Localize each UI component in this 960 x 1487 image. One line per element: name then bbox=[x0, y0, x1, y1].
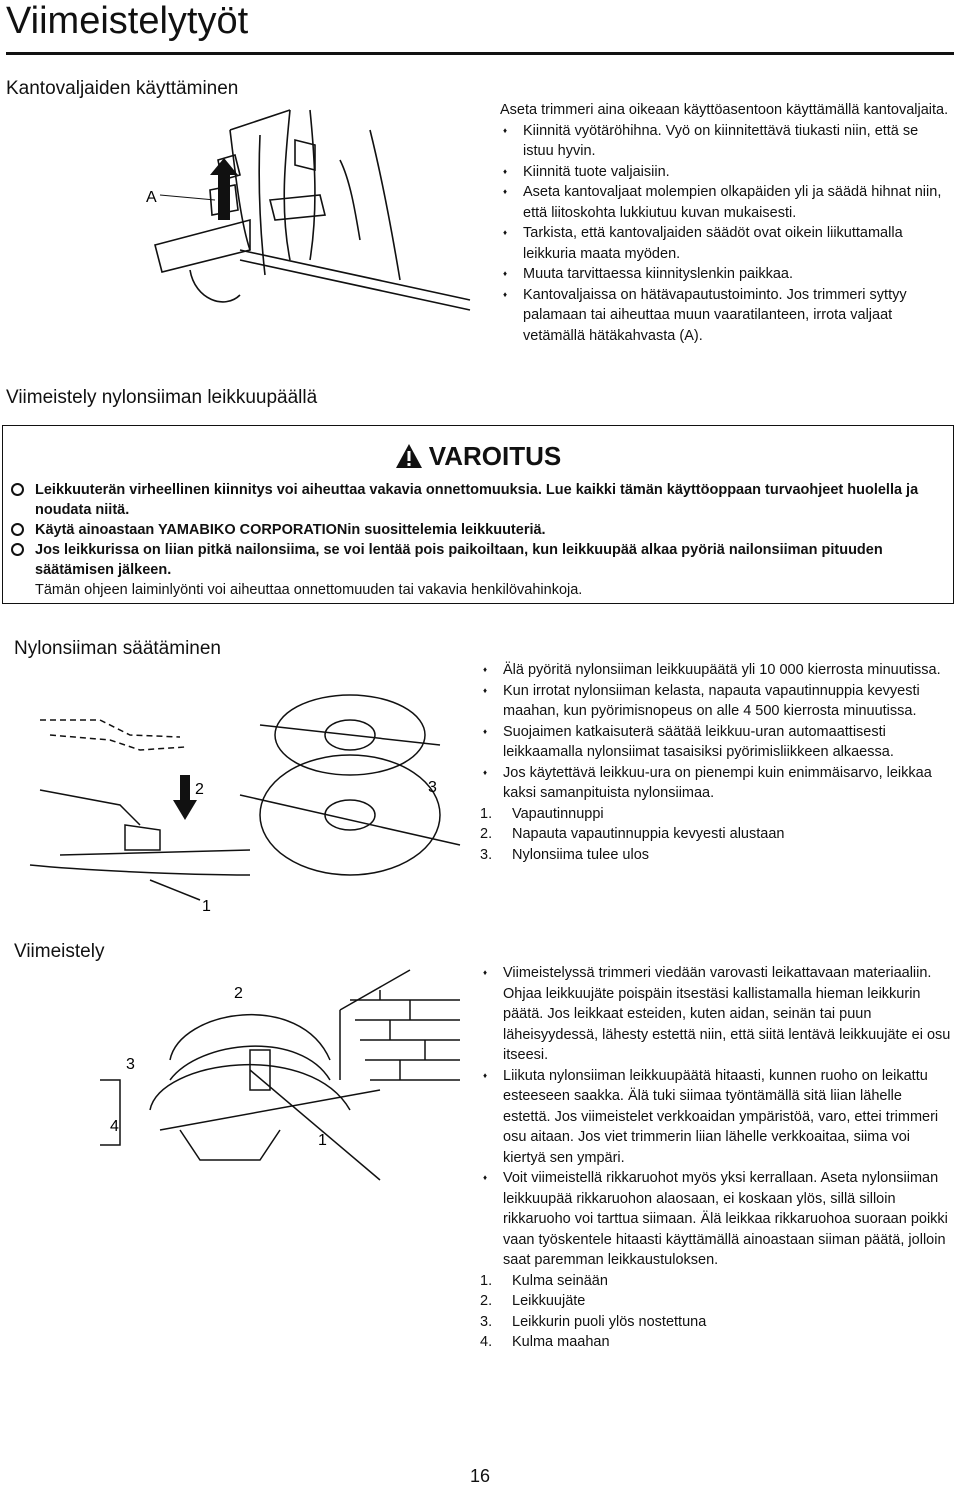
adjust-text bbox=[480, 660, 952, 865]
harness-illustration bbox=[140, 100, 470, 320]
numbered-item bbox=[480, 1291, 952, 1312]
item-number: 3. bbox=[480, 846, 493, 863]
item-number: 4. bbox=[480, 1334, 493, 1350]
warning-item bbox=[11, 480, 945, 520]
list-item: ♦ Viimeistelyssä trimmeri viedään varovasti leikattavaan materiaaliin. Ohjaa leikkuujäte poispäin itsestäsi kallistamalla hieman leikkurin päätä. Jos leikkaat esteiden, kuten aidan, seinän tai puun läheisyydessä, lähesty estettä niin, että siitä lentävä leikkuujäte ei osu itseesi. bbox=[480, 963, 952, 1066]
adjust-list bbox=[480, 660, 952, 804]
circle-bullet-icon bbox=[11, 523, 24, 536]
warning-title-text: VAROITUS bbox=[428, 441, 562, 471]
warning-item bbox=[11, 520, 945, 540]
item-text: Napauta vapautinnuppia kevyesti alustaan bbox=[512, 826, 785, 842]
list-item: ♦ Suojaimen katkaisuterä säätää leikkuu-uran automaattisesti leikkaamalla nylonsiimat tasaisiksi pyörimisliikkeen alkaessa. bbox=[480, 722, 952, 763]
finishing-callout-1: 1 bbox=[318, 1132, 327, 1149]
adjust-callout-3: 3 bbox=[428, 779, 437, 796]
item-text: Leikkuujäte bbox=[512, 1293, 586, 1309]
list-item: ♦ Liikuta nylonsiiman leikkuupäätä hitaasti, kunnen ruoho on leikattu esteeseen saakka. Älä tuki siimaa työntämällä sitä liian lähelle estettä. Jos viimeistelet verkkoaidan ympäristöä, varo, ettei trimmeri osu aitaan. Jos viet trimmerin liian lähelle verkkoaitaa, siima voi kiertyä sen ympäri. bbox=[480, 1066, 952, 1169]
item-number: 2. bbox=[480, 1293, 493, 1309]
item-text: Kulma maahan bbox=[512, 1334, 610, 1350]
item-number: 1. bbox=[480, 805, 493, 822]
warning-body bbox=[11, 480, 945, 600]
numbered-item bbox=[480, 804, 952, 825]
item-text: Nylonsiima tulee ulos bbox=[512, 846, 650, 863]
numbered-item bbox=[480, 1332, 952, 1353]
warning-triangle-icon bbox=[395, 443, 423, 469]
finishing-text bbox=[480, 963, 952, 1353]
list-item: ♦ Aseta kantovaljaat molempien olkapäiden yli ja säädä hihnat niin, että liitoskohta lukkiutuu kuvan mukaisesti. bbox=[500, 182, 952, 223]
list-item: ♦ Kiinnitä tuote valjaisiin. bbox=[500, 162, 952, 183]
finishing-illustration bbox=[80, 970, 460, 1190]
adjust-numbered-list bbox=[480, 804, 952, 866]
list-item: ♦ Voit viimeistellä rikkaruohot myös yksi kerrallaan. Aseta nylonsiiman leikkuupää rikkaruohon alaosaan, ei koskaan ylös, sillä silloin rikkaruoho voi tarttua siimaan. Älä leikkaa rikkaruohoa suoraan poikki vaan työskentele hitaasti käyttämällä ainoastaan siiman päätä, jolloin saat paremman leikkaustuloksen. bbox=[480, 1168, 952, 1271]
warning-item-text: Leikkuuterän virheellinen kiinnitys voi aiheuttaa vakavia onnettomuuksia. Lue kaikki tämän käyttöoppaan turvaohjeet huolella ja noudata niitä. bbox=[35, 482, 919, 518]
adjust-heading: Nylonsiiman säätäminen bbox=[14, 638, 221, 659]
list-item: ♦ Kun irrotat nylonsiiman kelasta, napauta vapautinnuppia kevyesti maahan, kun pyörimisnopeus on alle 4 500 kierrosta minuutissa. bbox=[480, 681, 952, 722]
adjust-callout-1: 1 bbox=[202, 898, 211, 915]
item-number: 1. bbox=[480, 1272, 493, 1289]
harness-callout-a: A bbox=[146, 189, 157, 206]
item-number: 2. bbox=[480, 826, 493, 842]
numbered-item bbox=[480, 1312, 952, 1333]
title-rule bbox=[6, 52, 954, 55]
item-text: Leikkurin puoli ylös nostettuna bbox=[512, 1313, 707, 1330]
finishing-callout-3: 3 bbox=[126, 1056, 135, 1073]
list-item: ♦ Älä pyöritä nylonsiiman leikkuupäätä yli 10 000 kierrosta minuutissa. bbox=[480, 660, 952, 681]
harness-list bbox=[500, 121, 952, 347]
page-number: 16 bbox=[469, 1466, 491, 1486]
adjust-callout-2: 2 bbox=[195, 781, 204, 798]
list-item: ♦ Tarkista, että kantovaljaiden säädöt ovat oikein liikuttamalla leikkuria maata myöden. bbox=[500, 223, 952, 264]
numbered-item bbox=[480, 1271, 952, 1292]
warning-box bbox=[2, 425, 954, 604]
nylon-head-heading: Viimeistely nylonsiiman leikkuupäällä bbox=[6, 387, 318, 408]
warning-item bbox=[11, 540, 945, 580]
harness-text bbox=[500, 100, 952, 346]
circle-bullet-icon bbox=[11, 543, 24, 556]
finishing-numbered-list bbox=[480, 1271, 952, 1353]
warning-footer: Tämän ohjeen laiminlyönti voi aiheuttaa onnettomuuden tai vakavia henkilövahinkoja. bbox=[35, 582, 583, 598]
numbered-item bbox=[480, 845, 952, 866]
circle-bullet-icon bbox=[11, 483, 24, 496]
item-text: Kulma seinään bbox=[512, 1272, 608, 1289]
list-item: ♦ Kantovaljaissa on hätävapautustoiminto. Jos trimmeri syttyy palamaan tai aiheuttaa muun vaaratilanteen, irrota valjaat vetämällä hätäkahvasta (A). bbox=[500, 285, 952, 347]
page-title: Viimeistelytyöt bbox=[6, 0, 249, 42]
warning-title bbox=[3, 440, 953, 472]
adjust-illustration bbox=[30, 665, 470, 925]
item-number: 3. bbox=[480, 1313, 493, 1330]
finishing-list bbox=[480, 963, 952, 1271]
finishing-callout-4: 4 bbox=[110, 1118, 119, 1135]
numbered-item bbox=[480, 824, 952, 845]
list-item: ♦ Jos käytettävä leikkuu-ura on pienempi kuin enimmäisarvo, leikkaa kaksi samanpituista nylonsiimaa. bbox=[480, 763, 952, 804]
list-item: ♦ Kiinnitä vyötäröhihna. Vyö on kiinnitettävä tiukasti niin, että se istuu hyvin. bbox=[500, 121, 952, 162]
harness-intro: Aseta trimmeri aina oikeaan käyttöasentoon käyttämällä kantovaljaita. bbox=[500, 102, 949, 118]
finishing-callout-2: 2 bbox=[234, 985, 243, 1002]
list-item: ♦ Muuta tarvittaessa kiinnityslenkin paikkaa. bbox=[500, 264, 952, 285]
finishing-heading: Viimeistely bbox=[14, 941, 105, 962]
warning-item-text: Käytä ainoastaan YAMABIKO CORPORATIONin suosittelemia leikkuuteriä. bbox=[35, 522, 546, 538]
item-text: Vapautinnuppi bbox=[512, 805, 604, 822]
warning-item-text: Jos leikkurissa on liian pitkä nailonsiima, se voi lentää pois paikoiltaan, kun leikkuupää alkaa pyöriä nailonsiiman pituuden säätämisen jälkeen. bbox=[35, 542, 883, 578]
harness-heading: Kantovaljaiden käyttäminen bbox=[6, 78, 239, 99]
